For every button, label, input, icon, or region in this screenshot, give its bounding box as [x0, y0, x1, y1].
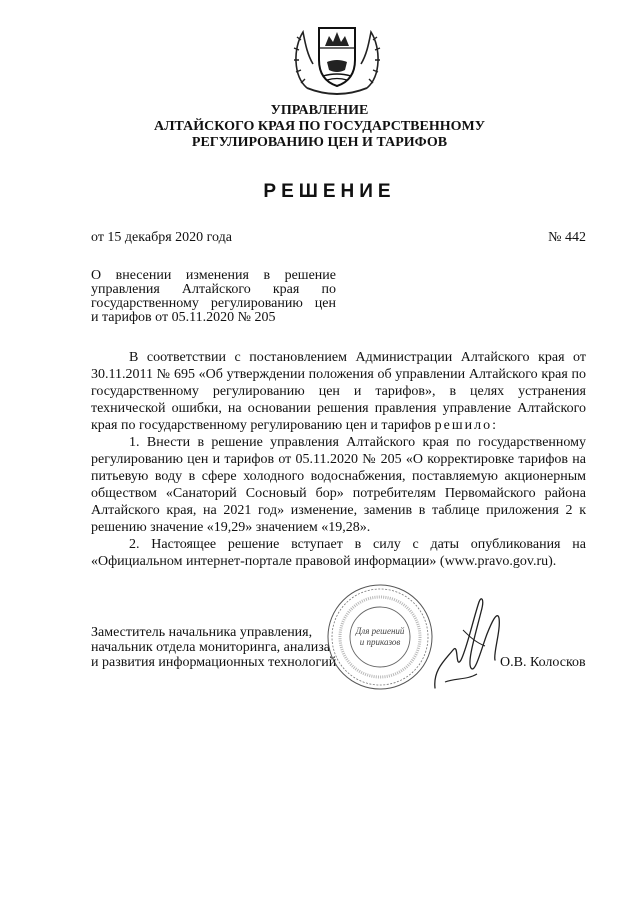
coat-of-arms-icon	[289, 18, 385, 100]
resolution-item-1: 1. Внести в решение управления Алтайского края по государственному регулированию цен и тарифов от 05.11.2020 № 205 «О корректировке тарифов на питьевую воду в сфере холодного водоснабжения, поставляемую акционерным обществом «Санаторий Сосновый бор» потребителям Первомайского района Алтайского края, на 2021 год» изменение, заменив в таблице приложения 2 к решению значение «19,29» значением «19,28».	[91, 435, 586, 535]
signatory-position	[91, 625, 336, 670]
signatory-role-line: начальник отдела мониторинга, анализа	[91, 640, 330, 655]
document-number: № 442	[548, 230, 586, 245]
stamp-text: Для решений	[355, 626, 405, 636]
document-date: от 15 декабря 2020 года	[91, 230, 232, 245]
subject-line: управления Алтайского края по	[91, 282, 336, 297]
document-subject	[91, 269, 336, 325]
org-name-line: АЛТАЙСКОГО КРАЯ ПО ГОСУДАРСТВЕННОМУ	[154, 119, 485, 134]
preamble-text: В соответствии с постановлением Администрации Алтайского края от 30.11.2011 № 695 «Об утверждении положения об управлении Алтайского края по государственному регулированию цен и тарифов», в целях устранения технической ошибки, на основании решения правления управление Алтайского края по государственному регулированию цен и тарифов	[91, 350, 586, 433]
signatory-name: О.В. Колосков	[500, 655, 586, 670]
subject-line: О внесении изменения в решение	[91, 268, 336, 283]
signatory-role-line: и развития информационных технологий	[91, 655, 337, 670]
signatory-role-line: Заместитель начальника управления,	[91, 625, 313, 640]
subject-line: и тарифов от 05.11.2020 № 205	[91, 310, 276, 325]
decided-word: решило:	[434, 418, 498, 433]
resolution-item-2: 2. Настоящее решение вступает в силу с даты опубликования на «Официальном интернет-портале правовой информации» (www.pravo.gov.ru).	[91, 537, 586, 569]
document-body	[91, 349, 586, 570]
issuing-authority	[0, 103, 639, 151]
org-name-line: УПРАВЛЕНИЕ	[270, 103, 369, 118]
document-title: РЕШЕНИЕ	[263, 181, 396, 202]
handwritten-signature	[415, 590, 515, 700]
subject-line: государственному регулированию цен	[91, 296, 336, 311]
preamble-paragraph	[91, 349, 586, 434]
org-name-line: РЕГУЛИРОВАНИЮ ЦЕН И ТАРИФОВ	[191, 135, 448, 150]
stamp-text: и приказов	[359, 637, 401, 647]
